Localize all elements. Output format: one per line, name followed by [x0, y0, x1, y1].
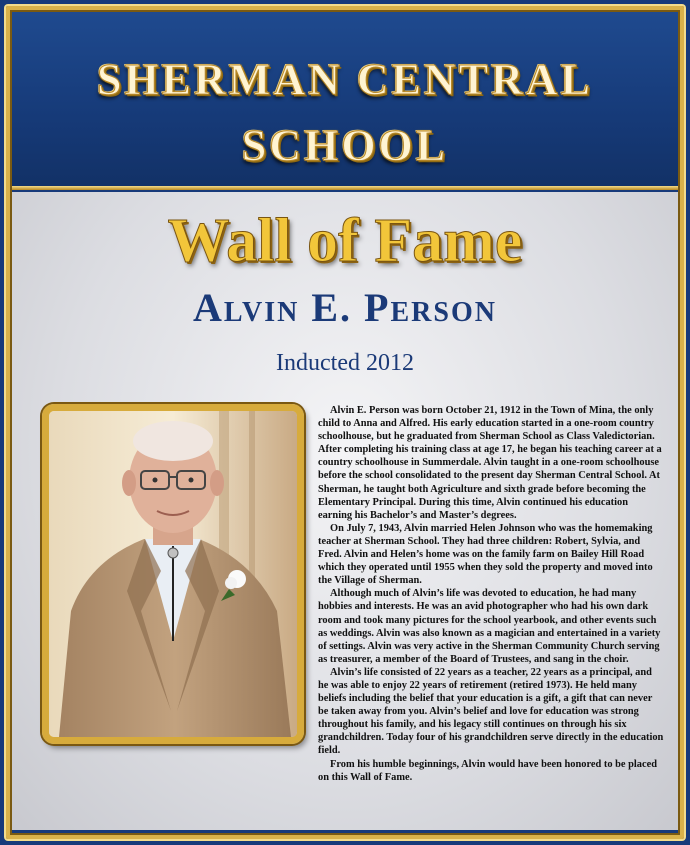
bio-paragraph: Although much of Alvin’s life was devoted to education, he had many hobbies and interests. He was an avid photographer who had his own dark room and took many pictures for the school yearbook, and other events such as weddings. Alvin was also known as a magician and entertained in a variety of settings. Alvin was very active in the Sherman Community Church serving as treasurer, a member of the Board of Trustees, and sang in the choir. — [318, 588, 661, 665]
school-name-line-1: SHERMAN CENTRAL — [96, 55, 594, 104]
school-name-line-2: SCHOOL — [241, 121, 449, 170]
induction-year: Inducted 2012 — [276, 350, 414, 376]
bio-paragraph: From his humble beginnings, Alvin would have been honored to be placed on this Wall of Fame. — [318, 758, 657, 783]
bio-paragraph: On July 7, 1943, Alvin married Helen Johnson who was the homemaking teacher at Sherman School. They had three children: Robert, Sylvia, and Fred. Alvin and Helen’s home was on the family farm on Bailey Hill Road which they operated until 1955 when they sold the property and moved into the Village of Sherman. — [318, 522, 653, 587]
gold-frame-border — [6, 6, 684, 839]
wall-of-fame-title: Wall of Fame — [167, 207, 523, 275]
honoree-name: Alvin E. Person — [193, 285, 497, 330]
bio-paragraph: Alvin E. Person was born October 21, 1912 in the Town of Mina, the only child to Anna and Alfred. His early education started in a one-room country schoolhouse, but he graduated from Sherman School as Class Valedictorian. After completing his training class at age 17, he began his teaching career at a country schoolhouse in Summerdale. Alvin taught in a one-room schoolhouse before the school consolidated to the present day Sherman Central School. At Sherman, he taught both Agriculture and sixth grade before becoming the Elementary Principal. During this time, Alvin continued his education earning his Bachelor’s and Master’s degrees. — [318, 405, 662, 521]
bio-paragraph: Alvin’s life consisted of 22 years as a teacher, 22 years as a principal, and he was able to enjoy 22 years of retirement (retired 1973). He held many beliefs including the belief that your education is a gift, a gift that can never be taken away from you. Alvin’s belief and love for education was strong throughout his family, and his legacy still continues on through his six grandchildren. Today four of his grandchildren serve directly in the education field. — [318, 666, 664, 757]
